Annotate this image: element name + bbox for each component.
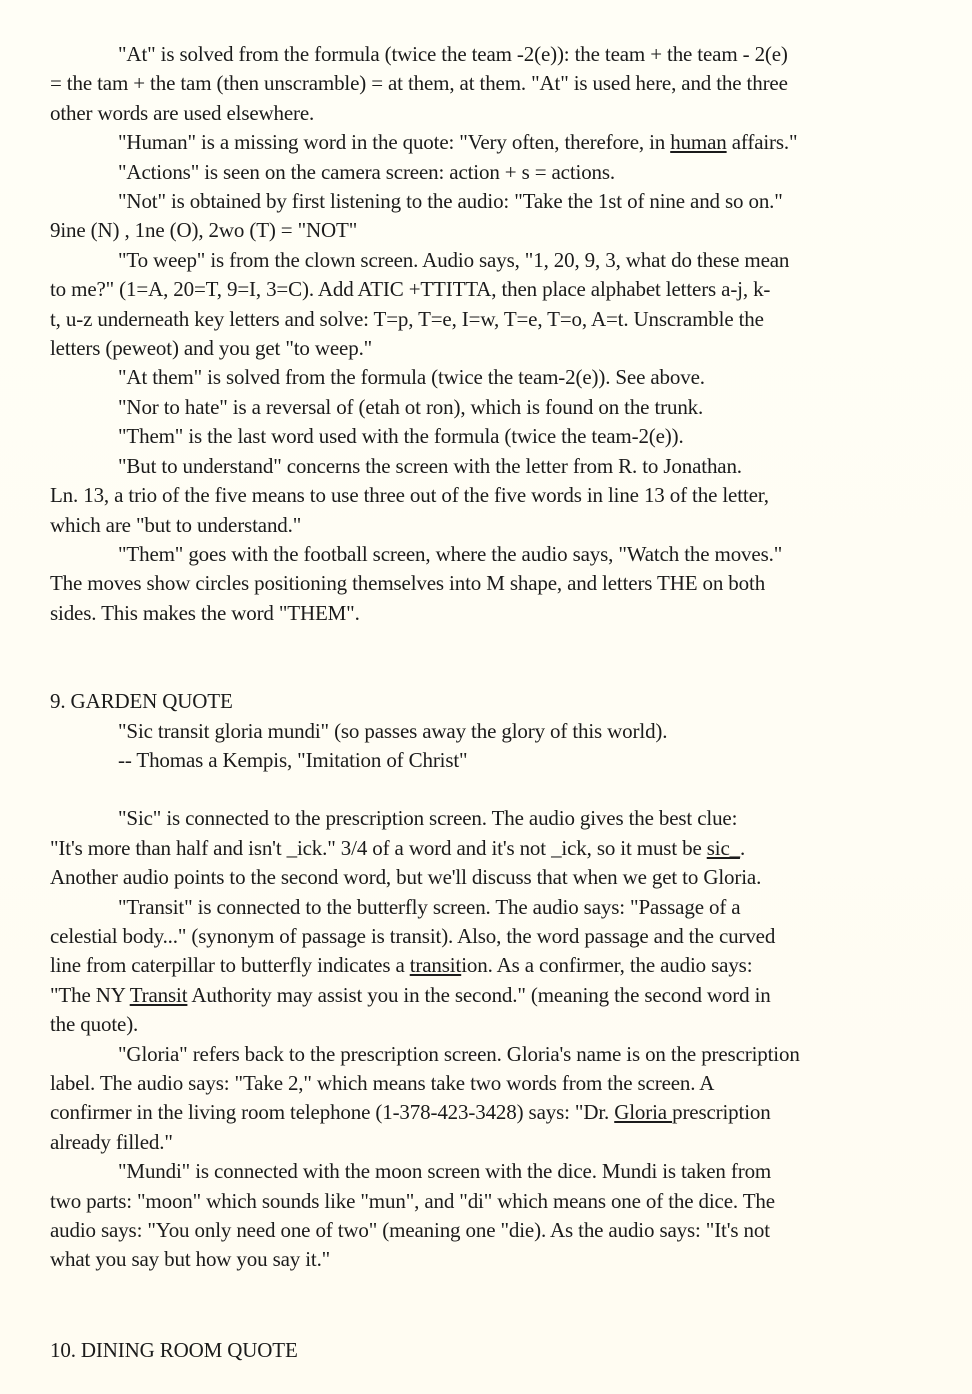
paragraph-mundi — [50, 1157, 950, 1275]
paragraph-sic — [50, 804, 950, 892]
text-segment: line from caterpillar to butterfly indicates a — [50, 953, 410, 978]
garden-quote-attribution: -- Thomas a Kempis, "Imitation of Christ" — [118, 747, 468, 772]
underlined-word: Gloria — [614, 1100, 673, 1125]
paragraph-nor-to-hate: "Nor to hate" is a reversal of (etah ot ron), which is found on the trunk. — [118, 394, 704, 419]
paragraph-actions: "Actions" is seen on the camera screen: action + s = actions. — [118, 159, 616, 184]
text-line: to me?" (1=A, 20=T, 9=I, 3=C). Add ATIC +TTITTA, then place alphabet letters a-j, k- — [50, 277, 771, 302]
garden-quote-text: "Sic transit gloria mundi" (so passes away the glory of this world). — [118, 718, 668, 743]
text-segment: . — [739, 835, 746, 860]
section-heading-dining-room-quote: 10. DINING ROOM QUOTE — [50, 1337, 298, 1362]
text-line: letters (peweot) and you get "to weep." — [50, 336, 373, 361]
text-segment: "The NY — [50, 982, 130, 1007]
text-line: label. The audio says: "Take 2," which means take two words from the screen. A — [50, 1071, 715, 1095]
paragraph-at-them: "At them" is solved from the formula (twice the team-2(e)). See above. — [118, 365, 705, 390]
text-line: The moves show circles positioning themselves into M shape, and letters THE on both — [50, 571, 766, 596]
underlined-word: sic_ — [706, 835, 740, 860]
text-segment: ion. As a confirmer, the audio says: — [461, 953, 753, 978]
text-line: "Mundi" is connected with the moon screen with the dice. Mundi is taken from — [118, 1159, 772, 1184]
underlined-word: Transit — [129, 982, 188, 1007]
paragraph-human — [50, 128, 950, 157]
paragraph-not — [50, 187, 950, 246]
paragraph-transit — [50, 893, 950, 1040]
paragraph-at — [50, 40, 950, 128]
text-line: other words are used elsewhere. — [50, 100, 315, 125]
paragraph-to-weep — [50, 246, 950, 364]
underlined-word: human — [670, 130, 727, 155]
spacer — [50, 628, 950, 687]
text-line: already filled." — [50, 1129, 173, 1154]
text-line — [50, 951, 950, 980]
text-segment: affairs." — [726, 130, 798, 155]
text-line — [50, 834, 950, 863]
paragraph-them-formula: "Them" is the last word used with the formula (twice the team-2(e)). — [118, 424, 684, 449]
paragraph-but-to-understand — [50, 452, 950, 540]
text-line: "Sic" is connected to the prescription screen. The audio gives the best clue: — [118, 806, 738, 831]
paragraph-them-football — [50, 540, 950, 628]
text-line: "Gloria" refers back to the prescription screen. Gloria's name is on the prescription — [118, 1041, 800, 1066]
section-heading-garden-quote: 9. GARDEN QUOTE — [50, 689, 233, 714]
text-segment: "Human" is a missing word in the quote: "Very often, therefore, in — [118, 130, 671, 155]
text-line: "But to understand" concerns the screen with the letter from R. to Jonathan. — [118, 453, 742, 478]
text-line: "To weep" is from the clown screen. Audio says, "1, 20, 9, 3, what do these mean — [118, 247, 790, 272]
text-line — [50, 1098, 950, 1127]
paragraph-gloria — [50, 1040, 950, 1158]
text-segment: prescription — [672, 1100, 771, 1125]
text-segment: "It's more than half and isn't _ick." 3/4 of a word and it's not _ick, so it must be — [50, 835, 707, 860]
text-line: Another audio points to the second word, but we'll discuss that when we get to Gloria. — [50, 865, 762, 890]
text-line: = the tam + the tam (then unscramble) = at them, at them. "At" is used here, and the three — [50, 71, 788, 96]
spacer — [50, 775, 950, 804]
text-line: which are "but to understand." — [50, 512, 302, 537]
text-line: "Them" goes with the football screen, where the audio says, "Watch the moves." — [118, 541, 783, 566]
text-line: "Transit" is connected to the butterfly screen. The audio says: "Passage of a — [118, 894, 741, 919]
text-line: audio says: "You only need one of two" (meaning one "die). As the audio says: "It's not — [50, 1218, 770, 1243]
text-line: two parts: "moon" which sounds like "mun", and "di" which means one of the dice. The — [50, 1188, 775, 1213]
text-line: "Not" is obtained by first listening to the audio: "Take the 1st of nine and so on." — [118, 189, 783, 214]
text-line — [50, 981, 950, 1010]
text-line: celestial body..." (synonym of passage is transit). Also, the word passage and the curved — [50, 923, 776, 948]
text-segment: confirmer in the living room telephone (1-378-423-3428) says: "Dr. — [50, 1100, 615, 1125]
text-line: 9ine (N) , 1ne (O), 2wo (T) = "NOT" — [50, 218, 358, 243]
text-line: "At" is solved from the formula (twice the team -2(e)): the team + the team - 2(e) — [118, 42, 788, 66]
text-line: t, u-z underneath key letters and solve: T=p, T=e, I=w, T=e, T=o, A=t. Unscramble the — [50, 306, 764, 331]
text-line: sides. This makes the word "THEM". — [50, 600, 360, 625]
text-line: the quote). — [50, 1012, 139, 1037]
underlined-word: transit — [409, 953, 462, 978]
text-line: Ln. 13, a trio of the five means to use three out of the five words in line 13 of the letter, — [50, 483, 769, 508]
text-segment: Authority may assist you in the second." (meaning the second word in — [187, 982, 771, 1007]
document-body — [50, 40, 950, 1365]
text-line: what you say but how you say it." — [50, 1247, 331, 1272]
spacer — [50, 1275, 950, 1336]
